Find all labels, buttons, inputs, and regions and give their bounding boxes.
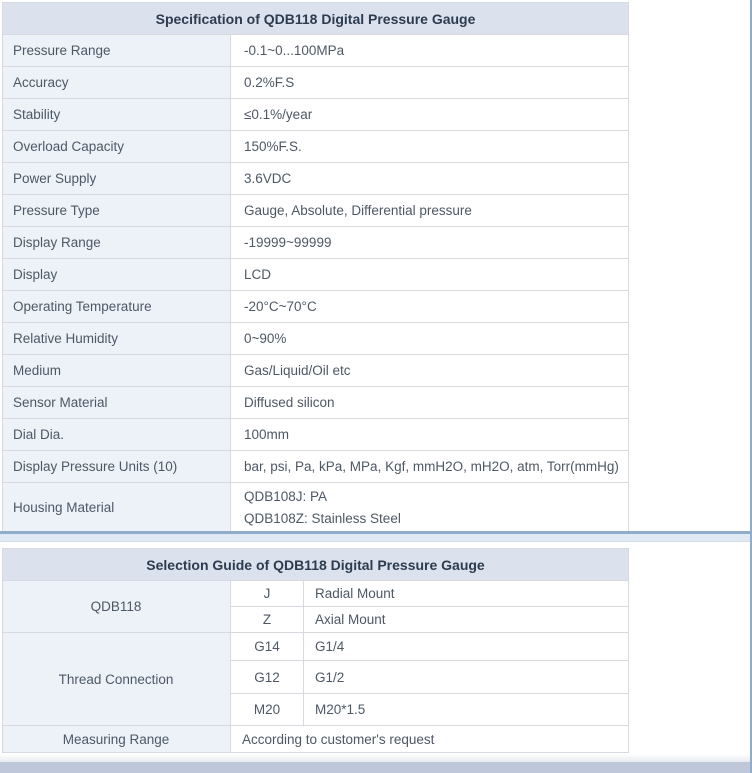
table-row: [3, 726, 629, 753]
spec-value: LCD: [231, 259, 629, 291]
table-row: [3, 483, 629, 533]
table-row: [3, 67, 629, 99]
selection-guide-title: Selection Guide of QDB118 Digital Pressure Gauge: [3, 549, 629, 581]
spec-value: 0~90%: [231, 323, 629, 355]
spec-value: -19999~99999: [231, 227, 629, 259]
table-row: [3, 419, 629, 451]
option-description: G1/2: [304, 661, 629, 694]
spec-value: Gas/Liquid/Oil etc: [231, 355, 629, 387]
specification-table-title: Specification of QDB118 Digital Pressure Gauge: [3, 3, 629, 35]
spec-value: Diffused silicon: [231, 387, 629, 419]
spec-label: Accuracy: [3, 67, 231, 99]
spec-label: Pressure Range: [3, 35, 231, 67]
spec-label: Relative Humidity: [3, 323, 231, 355]
table-row: [3, 581, 629, 607]
table-row: [3, 227, 629, 259]
selection-guide-table: [2, 548, 629, 753]
option-code: G12: [231, 661, 304, 694]
specification-table: [2, 2, 629, 533]
table-row: [3, 323, 629, 355]
spec-value: bar, psi, Pa, kPa, MPa, Kgf, mmH2O, mH2O, atm, Torr(mmHg): [231, 451, 629, 483]
separator-pale-band: [0, 534, 752, 541]
spec-value: 0.2%F.S: [231, 67, 629, 99]
spec-label: Dial Dia.: [3, 419, 231, 451]
selection-group-label: QDB118: [3, 581, 231, 633]
table-row: [3, 259, 629, 291]
table-row: [3, 35, 629, 67]
spec-label: Medium: [3, 355, 231, 387]
spec-value: 150%F.S.: [231, 131, 629, 163]
option-description: Radial Mount: [304, 581, 629, 607]
spec-value: ≤0.1%/year: [231, 99, 629, 131]
spec-value: Gauge, Absolute, Differential pressure: [231, 195, 629, 227]
table-row: [3, 195, 629, 227]
option-code: G14: [231, 633, 304, 661]
option-description: G1/4: [304, 633, 629, 661]
table-row: [3, 355, 629, 387]
selection-footer-value: According to customer's request: [231, 726, 629, 753]
option-code: J: [231, 581, 304, 607]
selection-footer-label: Measuring Range: [3, 726, 231, 753]
table-row: [3, 131, 629, 163]
option-code: Z: [231, 607, 304, 633]
spec-value-line: QDB108Z: Stainless Steel: [244, 510, 401, 526]
table-row: [3, 291, 629, 323]
option-code: M20: [231, 694, 304, 726]
spec-label: Power Supply: [3, 163, 231, 195]
table-row: [3, 451, 629, 483]
spec-label: Display Pressure Units (10): [3, 451, 231, 483]
option-description: M20*1.5: [304, 694, 629, 726]
spec-label: Display: [3, 259, 231, 291]
table-row: [3, 163, 629, 195]
spec-value: -20°C~70°C: [231, 291, 629, 323]
spec-value: [231, 483, 629, 533]
spec-label: Overload Capacity: [3, 131, 231, 163]
table-separator-band: [0, 531, 752, 542]
bottom-bar: [0, 762, 752, 773]
spec-value: -0.1~0...100MPa: [231, 35, 629, 67]
spec-label: Housing Material: [3, 483, 231, 533]
table-row: [3, 387, 629, 419]
bottom-fade-band: [0, 754, 752, 762]
spec-label: Operating Temperature: [3, 291, 231, 323]
option-description: Axial Mount: [304, 607, 629, 633]
spec-label: Display Range: [3, 227, 231, 259]
spec-label: Sensor Material: [3, 387, 231, 419]
spec-label: Pressure Type: [3, 195, 231, 227]
spec-value: 3.6VDC: [231, 163, 629, 195]
spec-label: Stability: [3, 99, 231, 131]
table-row: [3, 99, 629, 131]
table-row: [3, 633, 629, 661]
selection-group-label: Thread Connection: [3, 633, 231, 726]
separator-gray-line: [0, 541, 752, 542]
spec-value-line: QDB108J: PA: [244, 488, 328, 504]
spec-value: 100mm: [231, 419, 629, 451]
